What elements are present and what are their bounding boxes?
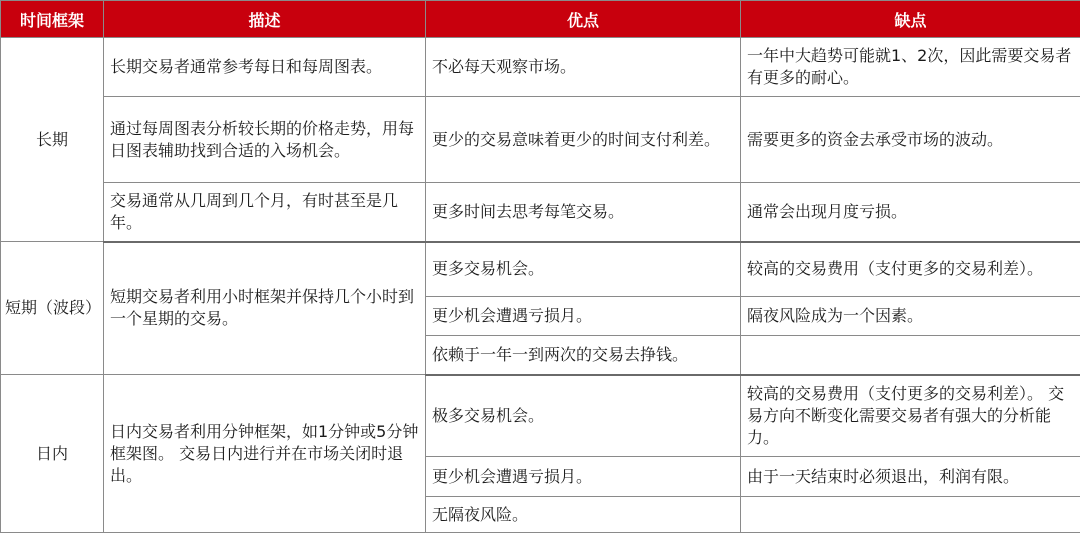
pros-cell: 更少机会遭遇亏损月。	[426, 297, 741, 336]
description-cell: 日内交易者利用分钟框架，如1分钟或5分钟框架图。 交易日内进行并在市场关闭时退出。	[104, 375, 426, 533]
pros-cell: 不必每天观察市场。	[426, 38, 741, 97]
cons-cell: 隔夜风险成为一个因素。	[741, 297, 1080, 336]
table-row	[1, 38, 1080, 97]
pros-cell: 依赖于一年一到两次的交易去挣钱。	[426, 336, 741, 375]
header-timeframe: 时间框架	[1, 1, 104, 38]
table-row	[1, 375, 1080, 457]
cons-cell: 较高的交易费用（支付更多的交易利差）。	[741, 242, 1080, 297]
cons-cell: 需要更多的资金去承受市场的波动。	[741, 97, 1080, 183]
pros-cell: 更多时间去思考每笔交易。	[426, 183, 741, 242]
pros-cell: 极多交易机会。	[426, 375, 741, 457]
header-pros: 优点	[426, 1, 741, 38]
timeframe-intraday: 日内	[1, 375, 104, 533]
cons-cell	[741, 497, 1080, 533]
cons-cell: 通常会出现月度亏损。	[741, 183, 1080, 242]
cons-cell: 一年中大趋势可能就1、2次，因此需要交易者有更多的耐心。	[741, 38, 1080, 97]
description-cell: 短期交易者利用小时框架并保持几个小时到一个星期的交易。	[104, 242, 426, 375]
cons-cell: 由于一天结束时必须退出，利润有限。	[741, 457, 1080, 497]
header-description: 描述	[104, 1, 426, 38]
table-row	[1, 183, 1080, 242]
header-row	[1, 1, 1080, 38]
table-row	[1, 97, 1080, 183]
table-row	[1, 242, 1080, 297]
header-cons: 缺点	[741, 1, 1080, 38]
pros-cell: 更少的交易意味着更少的时间支付利差。	[426, 97, 741, 183]
description-cell: 通过每周图表分析较长期的价格走势，用每日图表辅助找到合适的入场机会。	[104, 97, 426, 183]
pros-cell: 更多交易机会。	[426, 242, 741, 297]
pros-cell: 更少机会遭遇亏损月。	[426, 457, 741, 497]
timeframe-swing: 短期（波段）	[1, 242, 104, 375]
timeframe-long: 长期	[1, 38, 104, 242]
pros-cell: 无隔夜风险。	[426, 497, 741, 533]
cons-cell: 较高的交易费用（支付更多的交易利差）。 交易方向不断变化需要交易者有强大的分析能力。	[741, 375, 1080, 457]
description-cell: 长期交易者通常参考每日和每周图表。	[104, 38, 426, 97]
cons-cell	[741, 336, 1080, 375]
description-cell: 交易通常从几周到几个月，有时甚至是几年。	[104, 183, 426, 242]
